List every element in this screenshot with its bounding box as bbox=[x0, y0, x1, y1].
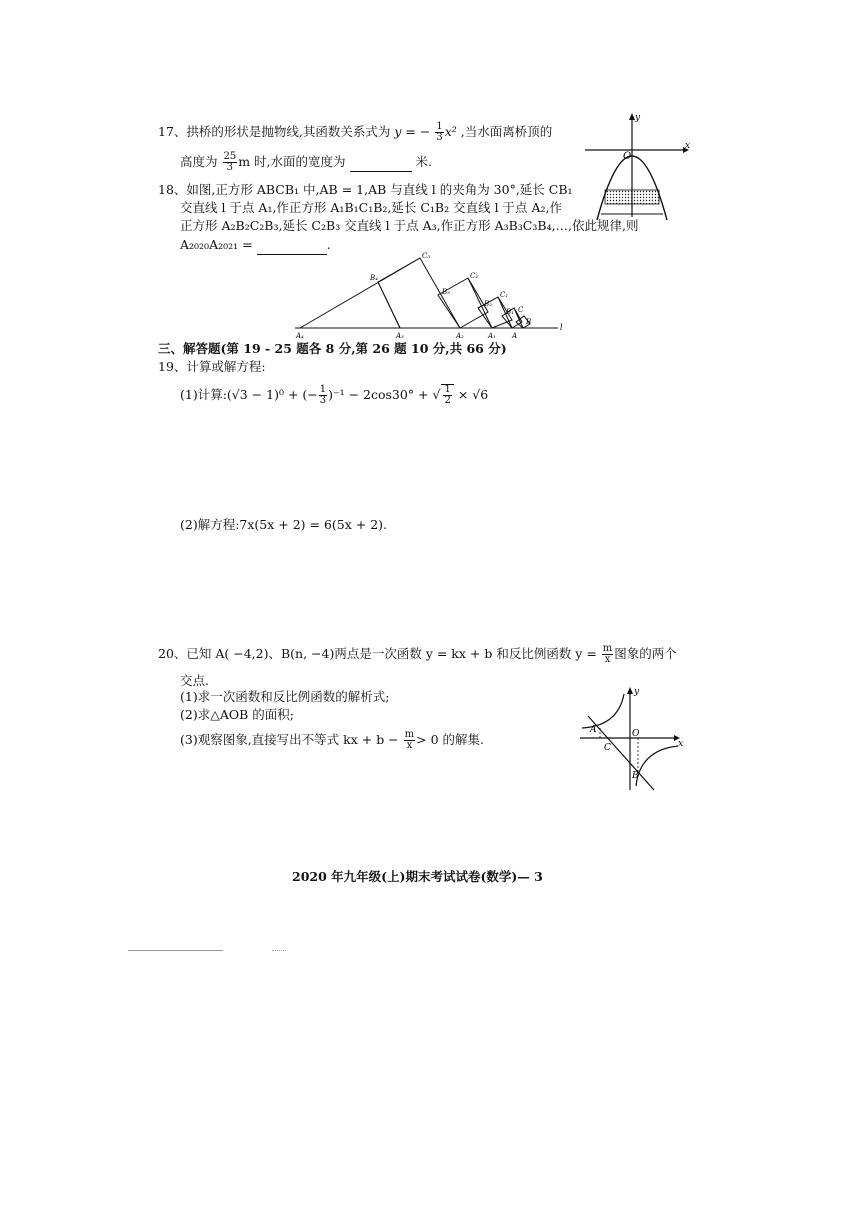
q17-formula-tail: x² bbox=[444, 124, 457, 139]
q17-text-b: ,当水面离桥顶的 bbox=[460, 124, 553, 139]
fig20-origin-label: O bbox=[632, 729, 640, 739]
q20-part1: (1)求一次函数和反比例函数的解析式; bbox=[180, 689, 390, 704]
q20-part3-a: (3)观察图象,直接写出不等式 kx + b − bbox=[180, 732, 399, 747]
q20-text-b: 图象的两个 bbox=[614, 646, 677, 661]
page-footer: 2020 年九年级(上)期末考试试卷(数学)— 3 bbox=[292, 869, 543, 884]
fig18-label-b3: B₃ bbox=[442, 288, 450, 296]
q19-part1: (1)计算:(√3 − 1)⁰ + (− $\frac{1}{3}$ )⁻¹ − 2cos30° + √ $\frac{1}{2}$ × √6 bbox=[180, 384, 489, 406]
fig18-label-a2: A₂ bbox=[456, 332, 464, 340]
q20-part3-b: > 0 的解集. bbox=[416, 732, 484, 747]
q17-line2 bbox=[180, 152, 432, 173]
fig20-point-a: A bbox=[590, 725, 597, 735]
q18-line3: 正方形 A₂B₂C₂B₃,延长 C₂B₃ 交直线 l 于点 A₃,作正方形 A₃B₃C₃B₄,…,依此规律,则 bbox=[180, 218, 639, 233]
q20-text-a: 20、已知 A( −4,2)、B(n, −4)两点是一次函数 y = kx + b 和反比例函数 y = bbox=[158, 646, 597, 661]
q17-formula: y = − bbox=[394, 124, 431, 139]
q18-period: . bbox=[326, 237, 331, 252]
q18-line1: 18、如图,正方形 ABCB₁ 中,AB = 1,AB 与直线 l 的夹角为 30°,延长 CB₁ bbox=[158, 182, 573, 197]
fig20-x-label: x bbox=[678, 739, 684, 749]
fig20-y-label: y bbox=[634, 687, 640, 697]
q17-height-label: 高度为 bbox=[180, 154, 218, 169]
q20-part3 bbox=[180, 730, 484, 751]
q19-part2: (2)解方程:7x(5x + 2) = 6(5x + 2). bbox=[180, 517, 388, 532]
q17-line1 bbox=[158, 122, 552, 143]
q19-part1-fraction: $\frac{1}{3}$ bbox=[319, 384, 327, 406]
q18-line2: 交直线 l 于点 A₁,作正方形 A₁B₁C₁B₂,延长 C₁B₂ 交直线 l 于点 A₂,作 bbox=[180, 200, 563, 215]
fig18-label-c: C bbox=[518, 306, 524, 314]
q19-title: 19、计算或解方程: bbox=[158, 359, 266, 374]
fig18-label-a1: A₁ bbox=[488, 332, 496, 340]
section3-heading: 三、解答题(第 19 - 25 题各 8 分,第 26 题 10 分,共 66 分) bbox=[158, 341, 507, 356]
q17-unit: 米. bbox=[415, 154, 432, 169]
fig18-label-a3: A₃ bbox=[396, 332, 404, 340]
fig18-label-b: B bbox=[526, 318, 532, 326]
fig18-label-c1: C₁ bbox=[500, 291, 509, 299]
fig18-label-b4: B₄ bbox=[370, 274, 378, 282]
q20-part2: (2)求△AOB 的面积; bbox=[180, 707, 294, 722]
q20-part3-fraction: $\frac{m}{x}$ bbox=[404, 729, 415, 751]
q17-fraction: $\frac{1}{3}$ bbox=[436, 121, 443, 143]
fig17-origin-label: O bbox=[623, 151, 632, 162]
scan-artifact-dots bbox=[272, 950, 286, 951]
fig18-label-c3: C₃ bbox=[422, 252, 431, 260]
fig17-y-label: y bbox=[635, 113, 641, 123]
scan-artifact-line bbox=[128, 950, 223, 951]
q19-part1-a: (1)计算:(√3 − 1)⁰ + (− bbox=[180, 387, 318, 402]
q20-fraction: $\frac{m}{x}$ bbox=[602, 643, 613, 665]
q20-line2: 交点. bbox=[180, 673, 209, 688]
q18-expression: A₂₀₂₀A₂₀₂₁ = bbox=[180, 237, 253, 252]
q19-part1-sqrt: $\frac{1}{2}$ bbox=[441, 384, 453, 406]
q19-part1-c: × √6 bbox=[457, 387, 489, 402]
q17-text-a: 17、拱桥的形状是抛物线,其函数关系式为 bbox=[158, 124, 391, 139]
q20-line1 bbox=[158, 644, 677, 665]
fig18-label-a: A bbox=[512, 332, 518, 340]
fig18-label-l: l bbox=[560, 323, 563, 332]
fig17-parabola-graph bbox=[585, 112, 695, 222]
q17-answer-blank[interactable] bbox=[350, 153, 412, 172]
fig18-label-b1: B₁ bbox=[506, 308, 514, 316]
fig18-label-b2: B₂ bbox=[484, 300, 492, 308]
q19-part1-b: )⁻¹ − 2cos30° + bbox=[328, 387, 429, 402]
fig17-x-label: x bbox=[685, 141, 691, 151]
fig18-squares-diagram bbox=[290, 250, 570, 340]
fig20-function-graph bbox=[578, 686, 688, 796]
q17-text-c: m 时,水面的宽度为 bbox=[238, 154, 346, 169]
fig18-label-a4: A₄ bbox=[296, 332, 304, 340]
q17-height-fraction: $\frac{25}{3}$ bbox=[223, 151, 237, 173]
fig18-label-c2: C₂ bbox=[470, 272, 479, 280]
fig20-point-b: B bbox=[632, 771, 639, 781]
fig20-point-c: C bbox=[604, 743, 611, 753]
